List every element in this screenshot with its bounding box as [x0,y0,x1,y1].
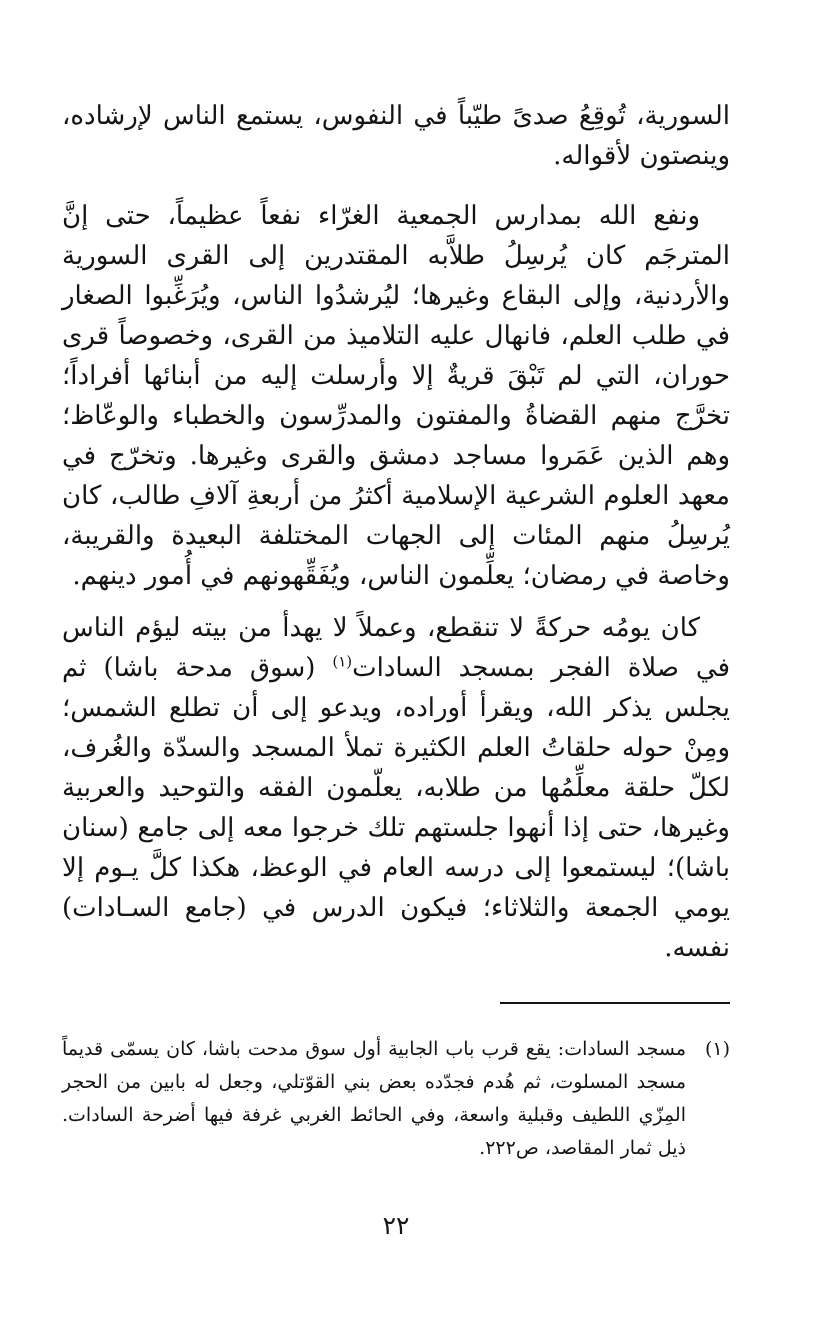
paragraph-3 [62,608,730,968]
footnotes [62,1033,730,1165]
paragraph-1: السورية، تُوقِعُ صدىً طيّباً في النفوس، يستمع الناس لإرشاده، وينصتون لأقواله. [62,101,730,171]
footnote-reference: (١) [332,652,353,671]
main-text [62,96,730,968]
paragraph-3-text-before: كان يومُه حركةً لا تنقطع، وعملاً لا يهدأ من بيته ليؤم الناس في صلاة الفجر بمسجد السادات [62,613,730,683]
footnote-text: مسجد السادات: يقع قرب باب الجابية أول سوق مدحت باشا، كان يسمّى قديماً مسجد المسلوت، ثم هُدم فجدّده بعض بني القوّتلي، وجعل له بابين من الحجر المِزّي اللطيف وقبلية واسعة، وفي الحائط الغربي غرفة فيها أضرحة السادات. ذيل ثمار المقاصد، ص٢٢٢. [62,1038,686,1159]
footnote-number: (١) [704,1038,730,1060]
book-page [62,96,730,1306]
page-number: ٢٢ [382,1211,410,1240]
footnote-separator-rule [500,1002,730,1004]
paragraph-3-text-after: (سوق مدحة باشا) ثم يجلس يذكر الله، ويقرأ أوراده، ويدعو إلى أن تطلع الشمس؛ ومِنْ حوله حلقاتُ العلم الكثيرة تملأ المسجد والسدّة والغُرف، لكلّ حلقة معلِّمُها من طلابه، يعلّمون الفقه والتوحيد والعربية وغيرها، حتى إذا أنهوا جلستهم تلك خرجوا معه إلى جامع (سنان باشا)؛ ليستمعوا إلى درسه العام في الوعظ، هكذا كلَّ يـوم إلا يومي الجمعة والثلاثاء؛ فيكون الدرس في (جامع السـادات) نفسه. [62,653,730,963]
footnote-1 [62,1033,730,1165]
paragraph-2: ونفع الله بمدارس الجمعية الغرّاء نفعاً عظيماً، حتى إنَّ المترجَم كان يُرسِلُ طلاَّبه المقتدرين إلى القرى السورية والأردنية، وإلى البقاع وغيرها؛ ليُرشدُوا الناس، ويُرَغِّبوا الصغار في طلب العلم، فانهال عليه التلاميذ من القرى، وخصوصاً قرى حوران، التي لم تَبْقَ قريةٌ إلا وأرسلت إليه من أبنائها أفراداً؛ تخرَّج منهم القضاةُ والمفتون والمدرِّسون والخطباء والوعّاظ؛ وهم الذين عَمَروا مساجد دمشق والقرى وغيرها. وتخرّج في معهد العلوم الشرعية الإسلامية أكثرُ من أربعةِ آلافِ طالب، كان يُرسِلُ منهم المئات إلى الجهات المختلفة البعيدة والقريبة، وخاصة في رمضان؛ يعلِّمون الناس، ويُفَقِّهونهم في أُمور دينهم. [62,201,730,591]
